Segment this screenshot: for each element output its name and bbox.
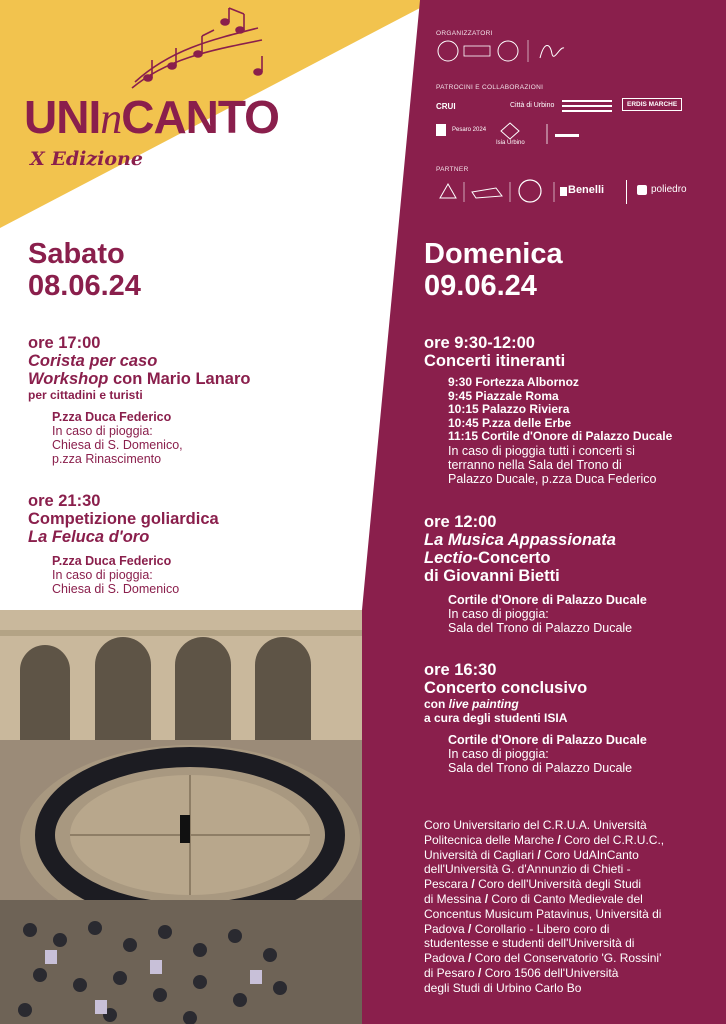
choir-line: Corollario - Libero coro di — [474, 921, 610, 936]
event-subtitle-italic: live painting — [448, 697, 519, 711]
saturday-heading — [28, 238, 141, 302]
event-location: P.zza Duca Federico — [52, 554, 172, 568]
partner-extra-logo — [545, 122, 581, 148]
choir-line: Coro dell'Università degli Studi — [478, 877, 642, 892]
event-rain-place: Sala del Trono di Palazzo Ducale — [448, 761, 633, 775]
logo-title-n: n — [100, 94, 122, 143]
event-subtitle-2: a cura degli studenti ISIA — [424, 711, 568, 725]
choir-line: Politecnica delle Marche — [424, 832, 555, 847]
sunday-heading — [424, 238, 563, 302]
event-title-italic: La Feluca d'oro — [28, 528, 150, 546]
event-title-italic: La Musica Appassionata — [424, 531, 616, 549]
isia-logo: Isia Urbino — [496, 140, 525, 146]
event-time: ore 12:00 — [424, 513, 497, 531]
stop-item: 11:15 Cortile d'Onore di Palazzo Ducale — [448, 429, 673, 444]
event-time: ore 17:00 — [28, 334, 101, 352]
choir-line: studentesse e studenti dell'Università di — [424, 936, 635, 951]
partner-label: PARTNER — [436, 166, 469, 173]
patronage-label: PATROCINI E COLLABORAZIONI — [436, 84, 544, 91]
choir-line: degli Studi di Urbino Carlo Bo — [424, 980, 582, 995]
event-title: Competizione goliardica — [28, 510, 219, 528]
choir-separator: / — [468, 921, 472, 936]
event-rain-note: In caso di pioggia tutti i concerti si — [448, 443, 635, 458]
event-title-italic: Workshop — [28, 370, 109, 388]
event-rain-place: Chiesa di S. Domenico, — [52, 438, 183, 452]
choir-line: Coro di Canto Medievale del — [491, 891, 643, 906]
benelli-logo: Benelli — [568, 184, 605, 196]
choir-line: Coro UdAInCanto — [544, 847, 639, 862]
choir-separator: / — [484, 891, 489, 906]
stop-item: 9:45 Piazzale Roma — [448, 388, 559, 403]
sunday-event-3 — [424, 661, 647, 775]
choir-line: Coro 1506 dell'Università — [484, 965, 619, 980]
choir-separator: / — [537, 847, 541, 862]
choir-line: Coro del C.R.U.C., — [564, 832, 665, 847]
event-subtitle: per cittadini e turisti — [28, 388, 143, 402]
choir-line: Pescara — [424, 877, 469, 892]
event-time: ore 9:30-12:00 — [424, 334, 535, 352]
stop-item: 10:45 P.zza delle Erbe — [448, 415, 572, 430]
choir-line: Università di Cagliari — [424, 847, 535, 862]
pesaro-mark-icon — [436, 124, 448, 138]
logo-title-post: CANTO — [121, 91, 279, 143]
choirs-list — [424, 818, 704, 996]
event-rain-note: In caso di pioggia: — [52, 424, 153, 438]
event-rain-note: In caso di pioggia: — [52, 568, 153, 582]
choir-separator: / — [471, 877, 475, 892]
sunday-event-2 — [424, 513, 647, 635]
urbino-logo: Città di Urbino — [510, 102, 555, 109]
logo-title-pre: UNI — [24, 91, 101, 143]
event-title-author: di Giovanni Bietti — [424, 567, 560, 585]
edition-label: X Edizione — [30, 148, 143, 170]
choir-line: Padova — [424, 951, 465, 966]
sunday-event-1 — [424, 334, 672, 486]
event-time: ore 16:30 — [424, 661, 497, 679]
event-title-lectio: Lectio — [424, 549, 473, 567]
sunday-date: 09.06.24 — [424, 270, 537, 302]
crui-logo: CRUI — [436, 102, 456, 111]
pesaro-logo: Pesaro 2024 — [452, 127, 487, 133]
event-title: Concerti itineranti — [424, 352, 566, 370]
poliedro-logo: poliedro — [651, 184, 687, 195]
choir-line: di Pesaro — [424, 965, 475, 980]
choir-line: Padova — [424, 921, 465, 936]
saturday-event-1 — [28, 334, 250, 466]
event-title: Corista per caso — [28, 352, 158, 370]
event-rain-note: In caso di pioggia: — [448, 747, 549, 761]
event-rain-note: In caso di pioggia: — [448, 607, 549, 621]
concert-stops — [448, 376, 672, 444]
stop-item: 10:15 Palazzo Riviera — [448, 402, 570, 417]
event-location: Cortile d'Onore di Palazzo Ducale — [448, 733, 647, 747]
logo-title — [24, 91, 279, 143]
organizers-logos — [436, 38, 576, 64]
saturday-day: Sabato — [28, 238, 125, 270]
event-rain-place: Chiesa di S. Domenico — [52, 582, 180, 596]
event-subtitle-pre: con — [424, 697, 449, 711]
saturday-date: 08.06.24 — [28, 270, 141, 302]
organizers-label: ORGANIZZATORI — [436, 30, 493, 37]
choir-separator: / — [468, 951, 472, 966]
saturday-event-2 — [28, 492, 219, 596]
erdis-logo: ERDIS MARCHE — [622, 98, 682, 111]
event-rain-place: Sala del Trono di Palazzo Ducale — [448, 621, 633, 635]
event-title-rest: con Mario Lanaro — [108, 370, 251, 388]
choir-line: di Messina — [424, 891, 482, 906]
event-location: P.zza Duca Federico — [52, 410, 172, 424]
choir-line: dell'Università G. d'Annunzio di Chieti - — [424, 862, 631, 877]
choir-photo — [0, 610, 362, 1024]
choir-separator: / — [557, 832, 561, 847]
regional-logo — [560, 96, 616, 116]
event-time: ore 21:30 — [28, 492, 101, 510]
poliedro-mark-icon — [636, 184, 648, 196]
choir-separator: / — [478, 965, 482, 980]
choir-line: Coro del Conservatorio 'G. Rossini' — [474, 951, 662, 966]
event-rain-note-3: Palazzo Ducale, p.zza Duca Federico — [448, 471, 657, 486]
event-title-rest: -Concerto — [472, 549, 551, 567]
event-rain-address: p.zza Rinascimento — [52, 452, 162, 466]
isia-mark-icon — [500, 122, 520, 140]
event-location: Cortile d'Onore di Palazzo Ducale — [448, 593, 647, 607]
choir-line: Concentus Musicum Patavinus, Università di — [424, 906, 662, 921]
event-title: Concerto conclusivo — [424, 679, 588, 697]
choir-line: Coro Universitario del C.R.U.A. Università — [424, 818, 647, 832]
event-rain-note-2: terranno nella Sala del Trono di — [448, 457, 622, 472]
sunday-day: Domenica — [424, 238, 563, 270]
partner-divider — [626, 180, 628, 204]
stop-item: 9:30 Fortezza Albornoz — [448, 375, 579, 389]
